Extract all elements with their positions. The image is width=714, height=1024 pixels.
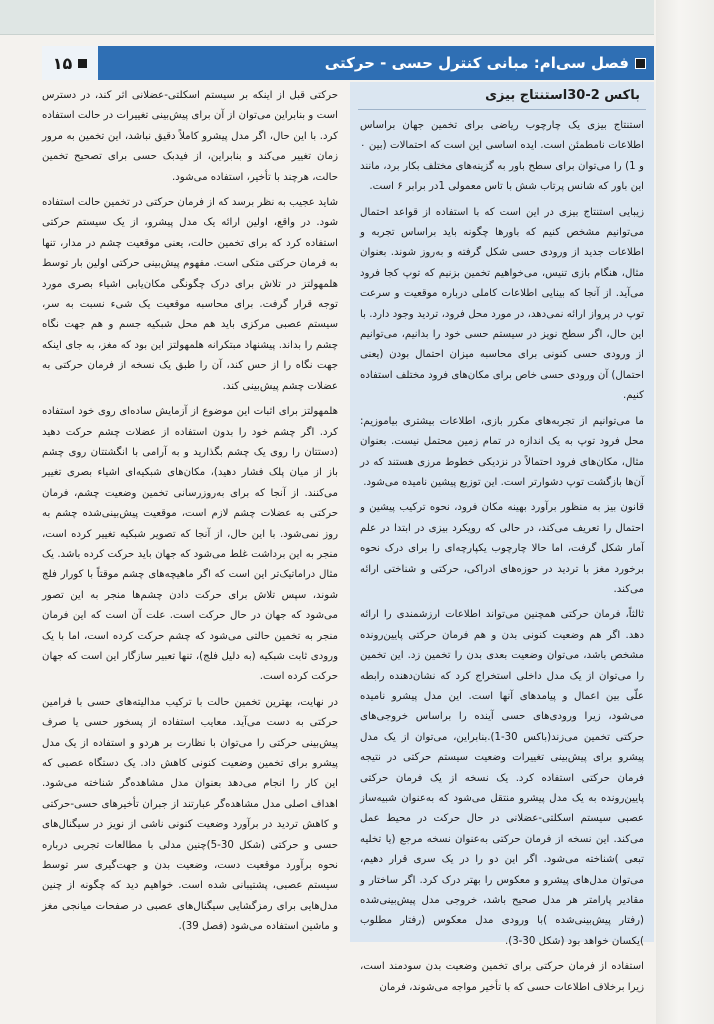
main-paragraph: هلمهولتز برای اثبات این موضوع از آزمایش ساده‌ای روی خود استفاده کرد. اگر چشم خود را بدون استفاده از عضلات چشم حرکت دهید (دستتان را روی یک چشم بگذارید و به آرامی با انگشتتان روی چشم باز از میان پلک فشار دهید)، مکان‌های شبکیه‌ای اشیاء بصری تغییر می‌کنند. از آنجا که برای به‌روزرسانی تخمین وضعیت چشم، فرمان حرکتی به عضلات چشم لازم است، موقعیت پیش‌بینی‌شده چشم به روز نمی‌شود. با این حال، از آنجا که تصویر شبکیه تغییر کرده است، منجر به این برداشت غلط می‌شود که جهان باید حرکت کرده باشد. یک مثال دراماتیک‌تر این است که اگر ماهیچه‌های چشم موقتاً با کورار فلج شوند، سپس تلاش برای حرکت دادن چشم‌ها منجر به این تصور می‌شود که جهان در حال حرکت است. علت آن است که این فرمان منجر به تخمین حالتی می‌شود که چشم حرکت کرده است، اما با یک ورودی ثابت شبکیه (به دلیل فلج)، تنها تعبیر سازگار این است که جهان حرکت کرده است. [42,406,338,683]
box-paragraph: قانون بیز به منظور برآورد بهینه مکان فرود، نحوه ترکیب پیشین و احتمال را تعریف می‌کند، در حالی که رویکرد بیزی در ابتدا در علم آمار شکل گرفت، اما حالا چارچوب یکپارچه‌ای را برای درک نحوه برخورد مغز با تردید در حوزه‌های ادراکی، حرکتی و شناختی ارائه می‌کند. [360,502,644,595]
box-paragraph: زیبایی استنتاج بیزی در این است که با استفاده از قواعد احتمال می‌توانیم مشخص کنیم که باورها چگونه باید براساس تجربه و اطلاعات جدید از ورودی حسی شکل گرفته و به‌روز شوند. بعنوان مثال، هنگام بازی تنیس، می‌خواهیم تخمین بزنیم که توپ کجا فرود می‌آید. از آنجا که بینایی اطلاعات کاملی درباره موقعیت و سرعت توپ در پرواز ارائه نمی‌دهد، در مورد محل فرود، تردید وجود دارد. با این حال، اگر سطح نویز در سیستم حسی خود را بدانیم، می‌توانیم از ورودی حسی کنونی برای محاسبه میزان احتمال بودن (یعنی احتمال) آن ورودی حسی خاص برای مکان‌های فرود مختلف استفاده کنیم. [360,206,644,402]
page-number: ۱۵ [52,53,73,73]
main-paragraph: حرکتی قبل از اینکه بر سیستم اسکلتی-عضلانی اثر کند، در دسترس است و بنابراین می‌توان از آن برای پیش‌بینی تغییرات در حالت استفاده کرد. با این حال، اگر مدل پیشرو کاملاً دقیق نباشد، این تخمین به مرور زمان تغییر می‌کند و بنابراین، از فیدبک حسی برای تصحیح تخمین حالت، هرچند با تأخیر، استفاده می‌شود. [42,90,338,183]
chapter-header [42,46,654,80]
box-paragraph: استنتاج بیزی یک چارچوب ریاضی برای تخمین جهان براساس اطلاعات نامطمئن است. ایده اساسی این است که احتمالات (بین ۰ و 1) را می‌توان برای سطح باور به گزینه‌های مختلف بکار برد، مانند این باور که شانس پرتاب شش با تاس معمولی 1در برابر ۶ است. [360,120,644,193]
square-marker-icon [78,59,87,68]
main-column [42,86,338,956]
box-paragraph: ما می‌توانیم از تجربه‌های مکرر بازی، اطلاعات بیشتری بیاموزیم: محل فرود توپ به یک اندازه در تمام زمین محتمل نیست. بعنوان مثال، مکان‌های فرود احتمالاً در نزدیکی خطوط مرزی هستند که در آن‌ها بازگشت توپ دشوارتر است. این توزیع پیشین نامیده می‌شود. [360,415,644,488]
sidebar-box [350,82,654,993]
box-body [350,110,654,998]
box-paragraph: ثالثاً، فرمان حرکتی همچنین می‌تواند اطلاعات ارزشمندی را ارائه دهد. اگر هم وضعیت کنونی بدن و هم فرمان حرکتی پایین‌رونده مشخص باشد، می‌توان وضعیت بعدی بدن را تخمین زد. این تخمین را می‌توان از یک مدل داخلی استخراج کرد که نشان‌دهنده رابطه علّی بین اعمال و پیامدهای آنها است. این مدل پیشرو نامیده می‌شود، زیرا ورودی‌های حسی آینده را براساس خروجی‌های حرکتی تخمین می‌زند(باکس 30-1).بنابراین، می‌توان از یک مدل پیشرو برای پیش‌بینی تغییرات وضعیت سیستم حرکتی در نتیجه فرمان حرکتی استفاده کرد. یک نسخه از یک فرمان حرکتی پایین‌رونده به یک مدل پیشرو منتقل می‌شود که به‌عنوان شبیه‌ساز عصبی سیستم اسکلتی-عضلانی در حال حرکت در محیط عمل می‌کند. این نسخه از فرمان حرکتی به‌عنوان نسخه مرجع (یا تخلیه تبعی )شناخته می‌شود. اگر این دو را در یک سری قرار دهیم، می‌توان مدل‌های پیشرو و معکوس را بهتر درک کرد. اگر ساختار و مقادیر پارامتر هر مدل صحیح باشد، خروجی مدل پیش‌بینی‌شده (رفتار پیش‌بینی‌شده )با ورودی مدل معکوس (رفتار مطلوب )یکسان خواهد بود (شکل 30-3). [360,609,644,947]
chapter-title-text: فصل سی‌ام: مبانی کنترل حسی - حرکتی [324,54,629,72]
chapter-title [325,54,654,72]
book-spine-shadow [656,0,714,1024]
main-body [42,86,338,938]
top-margin-band [0,0,654,35]
box-title: باکس 2-30استنتاج بیزی [358,82,646,110]
page-number-block [42,46,98,80]
box-paragraph: استفاده از فرمان حرکتی برای تخمین وضعیت بدن سودمند است، زیرا برخلاف اطلاعات حسی که با تأخیر مواجه می‌شوند، فرمان [360,961,644,993]
square-bullet-icon [635,58,646,69]
main-paragraph: در نهایت، بهترین تخمین حالت با ترکیب مدالیته‌های حسی با فرامین حرکتی به دست می‌آید. معایب استفاده از پسخور حسی یا صرف پیش‌بینی حرکتی را می‌توان با نظارت بر هردو و استفاده از یک مدل پیشرو برای تخمین وضعیت کنونی کاهش داد. یک دستگاه عصبی که این کار را انجام می‌دهد بعنوان مدل مشاهده‌گر شناخته می‌شود. اهداف اصلی مدل مشاهده‌گر عبارتند از جبران تأخیرهای حسی-حرکتی و کاهش تردید در برآورد وضعیت کنونی ناشی از نویز در سیگنال‌های حسی و حرکتی (شکل 30-5)چنین مدلی با مطالعات تجربی درباره نحوه برآورد موقعیت دست، وضعیت بدن و جهت‌گیری سر توسط سیستم عصبی، پشتیبانی شده است. خواهیم دید که چگونه از چنین مدل‌هایی برای رمزگشایی سیگنال‌های عصبی در صفحات میانجی مغز و ماشین استفاده می‌شود (فصل 39). [42,696,338,933]
main-paragraph: شاید عجیب به نظر برسد که از فرمان حرکتی در تخمین حالت استفاده شود. در واقع، اولین ارائه یک مدل پیشرو، از یک سیستم حرکتی استفاده کرد که برای تخمین حالت، یعنی موقعیت چشم در مدار، تنها به فرمان حرکتی متکی است. مفهوم پیش‌بینی حرکتی اولین بار توسط هلمهولتز در تلاش برای درک چگونگی مکان‌یابی اشیاء بصری مورد توجه قرار گرفت. برای محاسبه موقعیت یک شیء نسبت به سر، سیستم عصبی مرکزی باید هم محل شبکیه جسم و هم جهت نگاه چشم را بداند. پیشنهاد مبتکرانه هلمهولتز این بود که مغز، به جای اینکه جهت نگاه را از حس کند، آن را طبق یک نسخه از فرمان حرکتی به عضلات چشم پیش‌بینی کند. [42,197,338,392]
